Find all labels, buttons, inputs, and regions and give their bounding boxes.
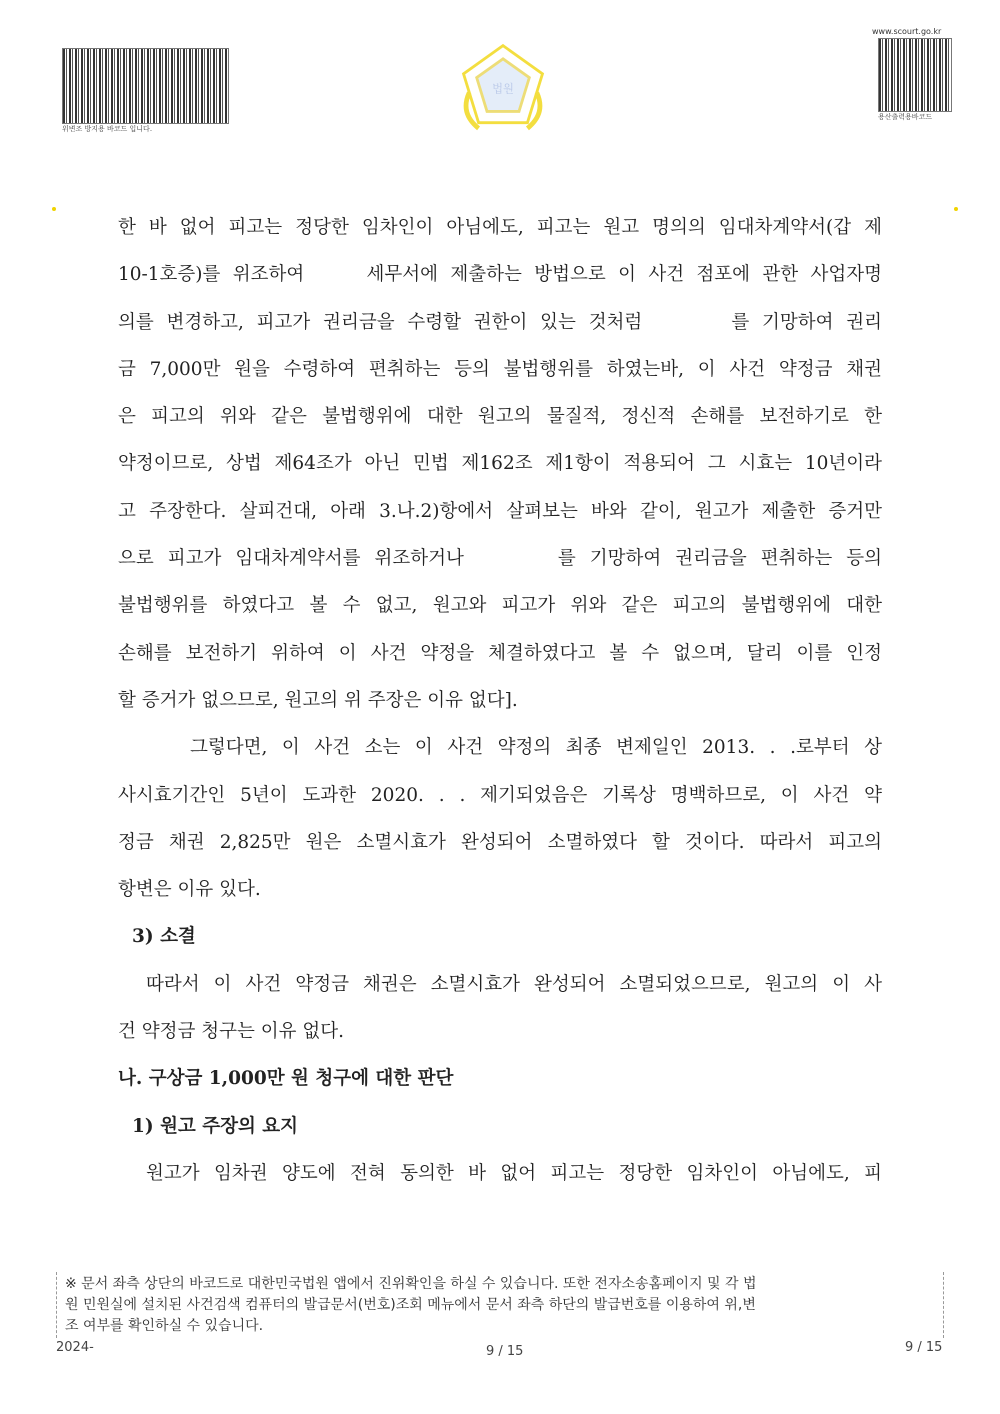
scourt-url: www.scourt.go.kr — [872, 27, 942, 36]
page-number: 9 / 15 — [486, 1344, 524, 1359]
body-line: 사시효기간인 5년이 도과한 2020. . . 제기되었음은 기록상 명백하므로, 이 사건 약 — [118, 784, 882, 806]
issue-number: 2024- — [56, 1340, 94, 1355]
body-line: 항변은 이유 있다. — [118, 879, 261, 901]
notice-line: ※ 문서 좌측 상단의 바코드로 대한민국법원 앱에서 진위확인을 하실 수 있습니다. 또한 전자소송홈페이지 및 각 법 — [65, 1276, 757, 1292]
document-body — [118, 204, 882, 1197]
body-line: 불법행위를 하였다고 볼 수 없고, 원고와 피고가 위와 같은 피고의 불법행위에 대한 — [118, 595, 882, 617]
forgery-prevention-barcode — [62, 48, 229, 124]
notice-line: 원 민원실에 설치된 사건검색 컴퓨터의 발급문서(번호)조회 메뉴에서 문서 좌측 하단의 발급번호를 이용하여 위,변 — [65, 1297, 756, 1313]
body-line: 으로 피고가 임대차계약서를 위조하거나 를 기망하여 권리금을 편취하는 등의 — [118, 548, 882, 570]
left-barcode-caption: 위변조 방지용 바코드 입니다. — [62, 125, 153, 133]
output-barcode — [878, 38, 952, 112]
body-line: 한 바 없어 피고는 정당한 임차인이 아님에도, 피고는 원고 명의의 임대차계약서(갑 제 — [118, 217, 882, 238]
section-heading: 1) 원고 주장의 요지 — [132, 1115, 299, 1137]
right-barcode-caption: 용산출력용바코드 — [878, 113, 933, 121]
body-line: 의를 변경하고, 피고가 권리금을 수령할 권한이 있는 것처럼 를 기망하여 권리 — [118, 311, 882, 333]
body-line: 손해를 보전하기 위하여 이 사건 약정을 체결하였다고 볼 수 없으며, 달리 이를 인정 — [118, 642, 882, 664]
body-line: 정금 채권 2,825만 원은 소멸시효가 완성되어 소멸하였다 할 것이다. 따라서 피고의 — [118, 831, 882, 853]
section-heading: 나. 구상금 1,000만 원 청구에 대한 판단 — [118, 1068, 454, 1090]
seal-text: 법원 — [492, 82, 514, 96]
notice-line: 조 여부를 확인하실 수 있습니다. — [65, 1318, 264, 1334]
body-line: 따라서 이 사건 약정금 채권은 소멸시효가 완성되어 소멸되었으므로, 원고의 이 사 — [146, 973, 882, 995]
body-line: 건 약정금 청구는 이유 없다. — [118, 1021, 344, 1043]
verification-notice — [56, 1272, 944, 1338]
body-line: 금 7,000만 원을 수령하여 편취하는 등의 불법행위를 하였는바, 이 사건 약정금 채권 — [118, 358, 882, 380]
body-line: 할 증거가 없으므로, 원고의 위 주장은 이유 없다]. — [118, 689, 518, 711]
punch-mark — [52, 207, 56, 211]
court-seal-icon — [456, 40, 550, 134]
punch-mark — [954, 207, 958, 211]
section-heading: 3) 소결 — [132, 926, 196, 948]
body-line: 고 주장한다. 살피건대, 아래 3.나.2)항에서 살펴보는 바와 같이, 원고가 제출한 증거만 — [118, 500, 882, 522]
page-number-right: 9 / 15 — [905, 1340, 943, 1355]
body-line: 약정이므로, 상법 제64조가 아닌 민법 제162조 제1항이 적용되어 그 시효는 10년이라 — [118, 453, 882, 475]
body-line: 은 피고의 위와 같은 불법행위에 대한 원고의 물질적, 정신적 손해를 보전하기로 한 — [118, 406, 882, 428]
body-line: 10-1호증)를 위조하여 세무서에 제출하는 방법으로 이 사건 점포에 관한 사업자명 — [118, 264, 882, 286]
body-line: 그렇다면, 이 사건 소는 이 사건 약정의 최종 변제일인 2013. . .로부터 상 — [190, 737, 882, 759]
body-line: 원고가 임차권 양도에 전혀 동의한 바 없어 피고는 정당한 임차인이 아님에도, 피 — [146, 1162, 882, 1184]
